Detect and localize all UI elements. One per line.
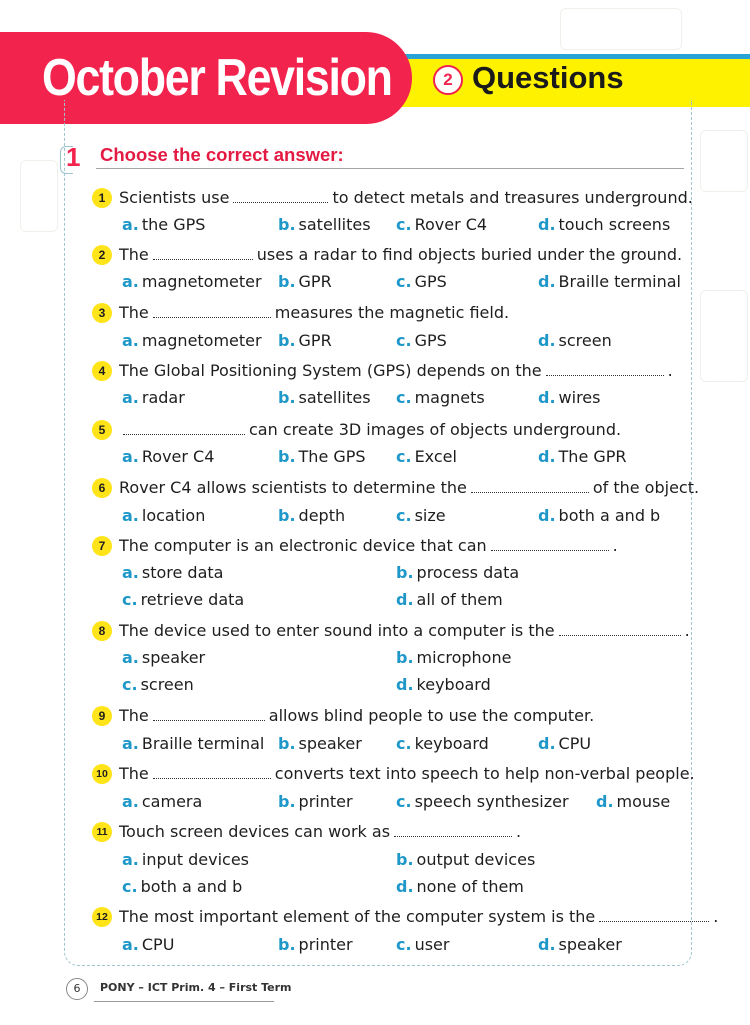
answer-option-c[interactable]	[396, 932, 449, 958]
question-text-after: .	[667, 361, 673, 380]
option-letter: b.	[278, 331, 296, 350]
answer-option-b[interactable]	[278, 328, 332, 354]
option-text: retrieve data	[140, 590, 245, 609]
question-text-before: Rover C4 allows scientists to determine the	[119, 478, 467, 497]
answer-blank[interactable]	[153, 300, 271, 318]
question-stem	[119, 242, 682, 268]
background-decoration	[20, 160, 58, 232]
option-letter: c.	[396, 447, 412, 466]
answer-option-b[interactable]	[278, 503, 345, 529]
answer-option-a[interactable]	[122, 789, 202, 815]
option-text: satellites	[298, 215, 371, 234]
background-decoration	[560, 8, 682, 50]
option-letter: a.	[122, 331, 139, 350]
part-number-badge: 2	[433, 65, 463, 95]
answer-option-d[interactable]	[396, 587, 503, 613]
answer-option-a[interactable]	[122, 847, 249, 873]
option-letter: c.	[122, 590, 138, 609]
answer-option-c[interactable]	[396, 212, 487, 238]
option-text: Braille terminal	[558, 272, 681, 291]
question-text-before: The	[119, 764, 149, 783]
question-text-after: converts text into speech to help non-verbal people.	[274, 764, 695, 783]
answer-option-b[interactable]	[396, 645, 511, 671]
option-letter: c.	[396, 215, 412, 234]
option-letter: a.	[122, 792, 139, 811]
answer-option-b[interactable]	[278, 444, 366, 470]
option-text: size	[414, 506, 446, 525]
answer-option-d[interactable]	[538, 328, 612, 354]
option-text: satellites	[298, 388, 371, 407]
option-letter: a.	[122, 506, 139, 525]
option-text: input devices	[141, 850, 250, 869]
option-letter: b.	[396, 648, 414, 667]
option-text: keyboard	[414, 734, 489, 753]
question-number-badge: 9	[92, 706, 112, 726]
answer-option-b[interactable]	[278, 731, 362, 757]
option-text: GPR	[298, 272, 332, 291]
question-number-badge: 7	[92, 536, 112, 556]
question-number-badge: 5	[92, 420, 112, 440]
question-stem	[119, 475, 699, 501]
option-text: The GPR	[558, 447, 627, 466]
option-text: all of them	[416, 590, 503, 609]
question-number-badge: 4	[92, 361, 112, 381]
answer-blank[interactable]	[153, 242, 253, 260]
option-letter: b.	[278, 215, 296, 234]
option-letter: a.	[122, 215, 139, 234]
question-text-after: to detect metals and treasures underground.	[332, 188, 693, 207]
option-text: camera	[141, 792, 203, 811]
answer-option-c[interactable]	[396, 444, 457, 470]
answer-blank[interactable]	[559, 618, 681, 636]
answer-option-d[interactable]	[538, 444, 627, 470]
answer-option-b[interactable]	[396, 847, 535, 873]
question-text-after: allows blind people to use the computer.	[268, 706, 595, 725]
option-letter: d.	[396, 590, 414, 609]
question-stem	[119, 358, 673, 384]
question-text-after: .	[516, 822, 522, 841]
option-letter: a.	[122, 935, 139, 954]
option-letter: d.	[396, 877, 414, 896]
question-stem	[119, 300, 509, 326]
question-text-after: .	[713, 907, 719, 926]
question-number-badge: 12	[92, 907, 112, 927]
answer-option-d[interactable]	[538, 932, 622, 958]
answer-option-d[interactable]	[396, 874, 524, 900]
option-letter: d.	[596, 792, 614, 811]
option-letter: c.	[396, 506, 412, 525]
question-text-after: measures the magnetic field.	[274, 303, 510, 322]
section-number: 1	[66, 142, 81, 172]
section-instruction: Choose the correct answer:	[100, 144, 344, 165]
answer-option-c[interactable]	[396, 328, 447, 354]
option-text: radar	[141, 388, 185, 407]
question-text-before: Scientists use	[119, 188, 230, 207]
option-text: wires	[558, 388, 601, 407]
option-text: user	[414, 935, 450, 954]
answer-option-a[interactable]	[122, 328, 262, 354]
option-text: magnetometer	[141, 331, 262, 350]
option-text: output devices	[416, 850, 536, 869]
option-letter: c.	[396, 272, 412, 291]
answer-option-b[interactable]	[278, 385, 371, 411]
question-text-before: The	[119, 303, 149, 322]
question-number-badge: 8	[92, 621, 112, 641]
question-text-before: The computer is an electronic device that can	[119, 536, 487, 555]
question-number-badge: 1	[92, 188, 112, 208]
answer-option-c[interactable]	[396, 385, 485, 411]
answer-blank[interactable]	[153, 703, 265, 721]
option-text: keyboard	[416, 675, 491, 694]
option-letter: d.	[538, 935, 556, 954]
answer-option-c[interactable]	[122, 587, 244, 613]
option-text: printer	[298, 792, 353, 811]
option-letter: a.	[122, 388, 139, 407]
option-text: Braille terminal	[141, 734, 265, 753]
answer-option-b[interactable]	[278, 269, 332, 295]
question-number-badge: 2	[92, 245, 112, 265]
option-letter: c.	[396, 734, 412, 753]
option-letter: a.	[122, 648, 139, 667]
question-text-before: The	[119, 245, 149, 264]
answer-option-c[interactable]	[396, 503, 446, 529]
page-number: 6	[66, 978, 88, 1000]
option-text: speaker	[298, 734, 362, 753]
option-letter: a.	[122, 563, 139, 582]
background-decoration	[700, 290, 748, 382]
option-letter: b.	[278, 506, 296, 525]
part-title: Questions	[472, 60, 624, 95]
option-letter: b.	[278, 792, 296, 811]
background-decoration	[700, 130, 748, 192]
option-text: printer	[298, 935, 353, 954]
option-letter: d.	[538, 215, 556, 234]
option-letter: c.	[396, 331, 412, 350]
answer-blank[interactable]	[233, 185, 328, 203]
option-letter: d.	[538, 734, 556, 753]
answer-blank[interactable]	[599, 904, 709, 922]
answer-option-c[interactable]	[396, 731, 489, 757]
option-letter: c.	[122, 675, 138, 694]
option-letter: a.	[122, 850, 139, 869]
option-letter: a.	[122, 447, 139, 466]
option-text: depth	[298, 506, 346, 525]
option-text: Rover C4	[141, 447, 215, 466]
question-number-badge: 11	[92, 822, 112, 842]
option-letter: b.	[278, 935, 296, 954]
option-text: store data	[141, 563, 224, 582]
answer-option-a[interactable]	[122, 444, 214, 470]
option-text: GPR	[298, 331, 332, 350]
answer-option-a[interactable]	[122, 269, 262, 295]
option-text: CPU	[141, 935, 175, 954]
answer-blank[interactable]	[471, 475, 589, 493]
answer-blank[interactable]	[546, 358, 664, 376]
option-letter: d.	[538, 388, 556, 407]
answer-blank[interactable]	[491, 533, 609, 551]
answer-option-a[interactable]	[122, 932, 174, 958]
answer-option-a[interactable]	[122, 645, 205, 671]
answer-option-d[interactable]	[538, 269, 681, 295]
option-text: mouse	[616, 792, 671, 811]
answer-option-d[interactable]	[538, 503, 660, 529]
answer-option-b[interactable]	[396, 560, 519, 586]
option-text: microphone	[416, 648, 512, 667]
option-text: touch screens	[558, 215, 671, 234]
question-stem	[119, 904, 718, 930]
footer-text: PONY – ICT Prim. 4 – First Term	[100, 981, 292, 994]
footer-divider	[94, 1001, 274, 1002]
question-stem	[119, 417, 621, 443]
option-letter: d.	[538, 447, 556, 466]
option-text: screen	[140, 675, 194, 694]
option-letter: b.	[278, 447, 296, 466]
option-text: GPS	[414, 331, 447, 350]
answer-option-d[interactable]	[538, 385, 600, 411]
option-letter: d.	[538, 331, 556, 350]
option-text: both a and b	[140, 877, 243, 896]
answer-option-c[interactable]	[396, 269, 447, 295]
question-text-after: of the object.	[592, 478, 700, 497]
option-text: location	[141, 506, 206, 525]
page-title: October Revision	[42, 49, 392, 107]
answer-option-a[interactable]	[122, 560, 223, 586]
question-text-before: Touch screen devices can work as	[119, 822, 391, 841]
question-stem	[119, 185, 693, 211]
answer-blank[interactable]	[394, 819, 512, 837]
option-text: none of them	[416, 877, 524, 896]
option-text: process data	[416, 563, 520, 582]
option-text: The GPS	[298, 447, 366, 466]
question-number-badge: 3	[92, 303, 112, 323]
answer-option-b[interactable]	[278, 789, 353, 815]
option-letter: a.	[122, 272, 139, 291]
option-letter: b.	[396, 563, 414, 582]
option-letter: d.	[396, 675, 414, 694]
answer-blank[interactable]	[153, 761, 271, 779]
question-stem	[119, 819, 521, 845]
option-text: both a and b	[558, 506, 661, 525]
answer-option-d[interactable]	[596, 789, 670, 815]
answer-option-d[interactable]	[396, 672, 491, 698]
question-stem	[119, 618, 690, 644]
option-text: speech synthesizer	[414, 792, 569, 811]
option-letter: d.	[538, 506, 556, 525]
option-letter: b.	[278, 734, 296, 753]
question-text-before: The	[119, 706, 149, 725]
answer-option-a[interactable]	[122, 731, 264, 757]
question-stem	[119, 703, 594, 729]
question-text-after: .	[612, 536, 618, 555]
option-text: magnets	[414, 388, 485, 407]
answer-option-c[interactable]	[122, 874, 242, 900]
option-text: CPU	[558, 734, 592, 753]
answer-option-a[interactable]	[122, 212, 205, 238]
option-letter: c.	[396, 388, 412, 407]
question-number-badge: 10	[92, 764, 112, 784]
option-text: magnetometer	[141, 272, 262, 291]
question-text-after: uses a radar to find objects buried under the ground.	[256, 245, 683, 264]
option-letter: b.	[396, 850, 414, 869]
option-letter: c.	[396, 935, 412, 954]
option-letter: b.	[278, 272, 296, 291]
answer-option-c[interactable]	[122, 672, 194, 698]
section-divider	[96, 168, 684, 169]
question-text-before: The most important element of the computer system is the	[119, 907, 596, 926]
option-letter: c.	[122, 877, 138, 896]
option-text: speaker	[141, 648, 206, 667]
answer-option-d[interactable]	[538, 731, 591, 757]
answer-blank[interactable]	[123, 417, 245, 435]
question-stem	[119, 533, 618, 559]
question-text-before: The device used to enter sound into a computer is the	[119, 621, 555, 640]
option-letter: d.	[538, 272, 556, 291]
option-text: screen	[558, 331, 612, 350]
question-text-after: .	[684, 621, 690, 640]
question-number-badge: 6	[92, 478, 112, 498]
question-stem	[119, 761, 695, 787]
option-letter: a.	[122, 734, 139, 753]
option-letter: c.	[396, 792, 412, 811]
answer-option-a[interactable]	[122, 385, 185, 411]
option-text: GPS	[414, 272, 447, 291]
option-text: Rover C4	[414, 215, 488, 234]
option-text: the GPS	[141, 215, 206, 234]
answer-option-a[interactable]	[122, 503, 205, 529]
option-letter: b.	[278, 388, 296, 407]
answer-option-b[interactable]	[278, 212, 371, 238]
option-text: speaker	[558, 935, 622, 954]
answer-option-d[interactable]	[538, 212, 670, 238]
question-text-after: can create 3D images of objects underground.	[249, 420, 622, 439]
question-text-before: The Global Positioning System (GPS) depends on the	[119, 361, 542, 380]
answer-option-b[interactable]	[278, 932, 353, 958]
option-text: Excel	[414, 447, 457, 466]
answer-option-c[interactable]	[396, 789, 569, 815]
